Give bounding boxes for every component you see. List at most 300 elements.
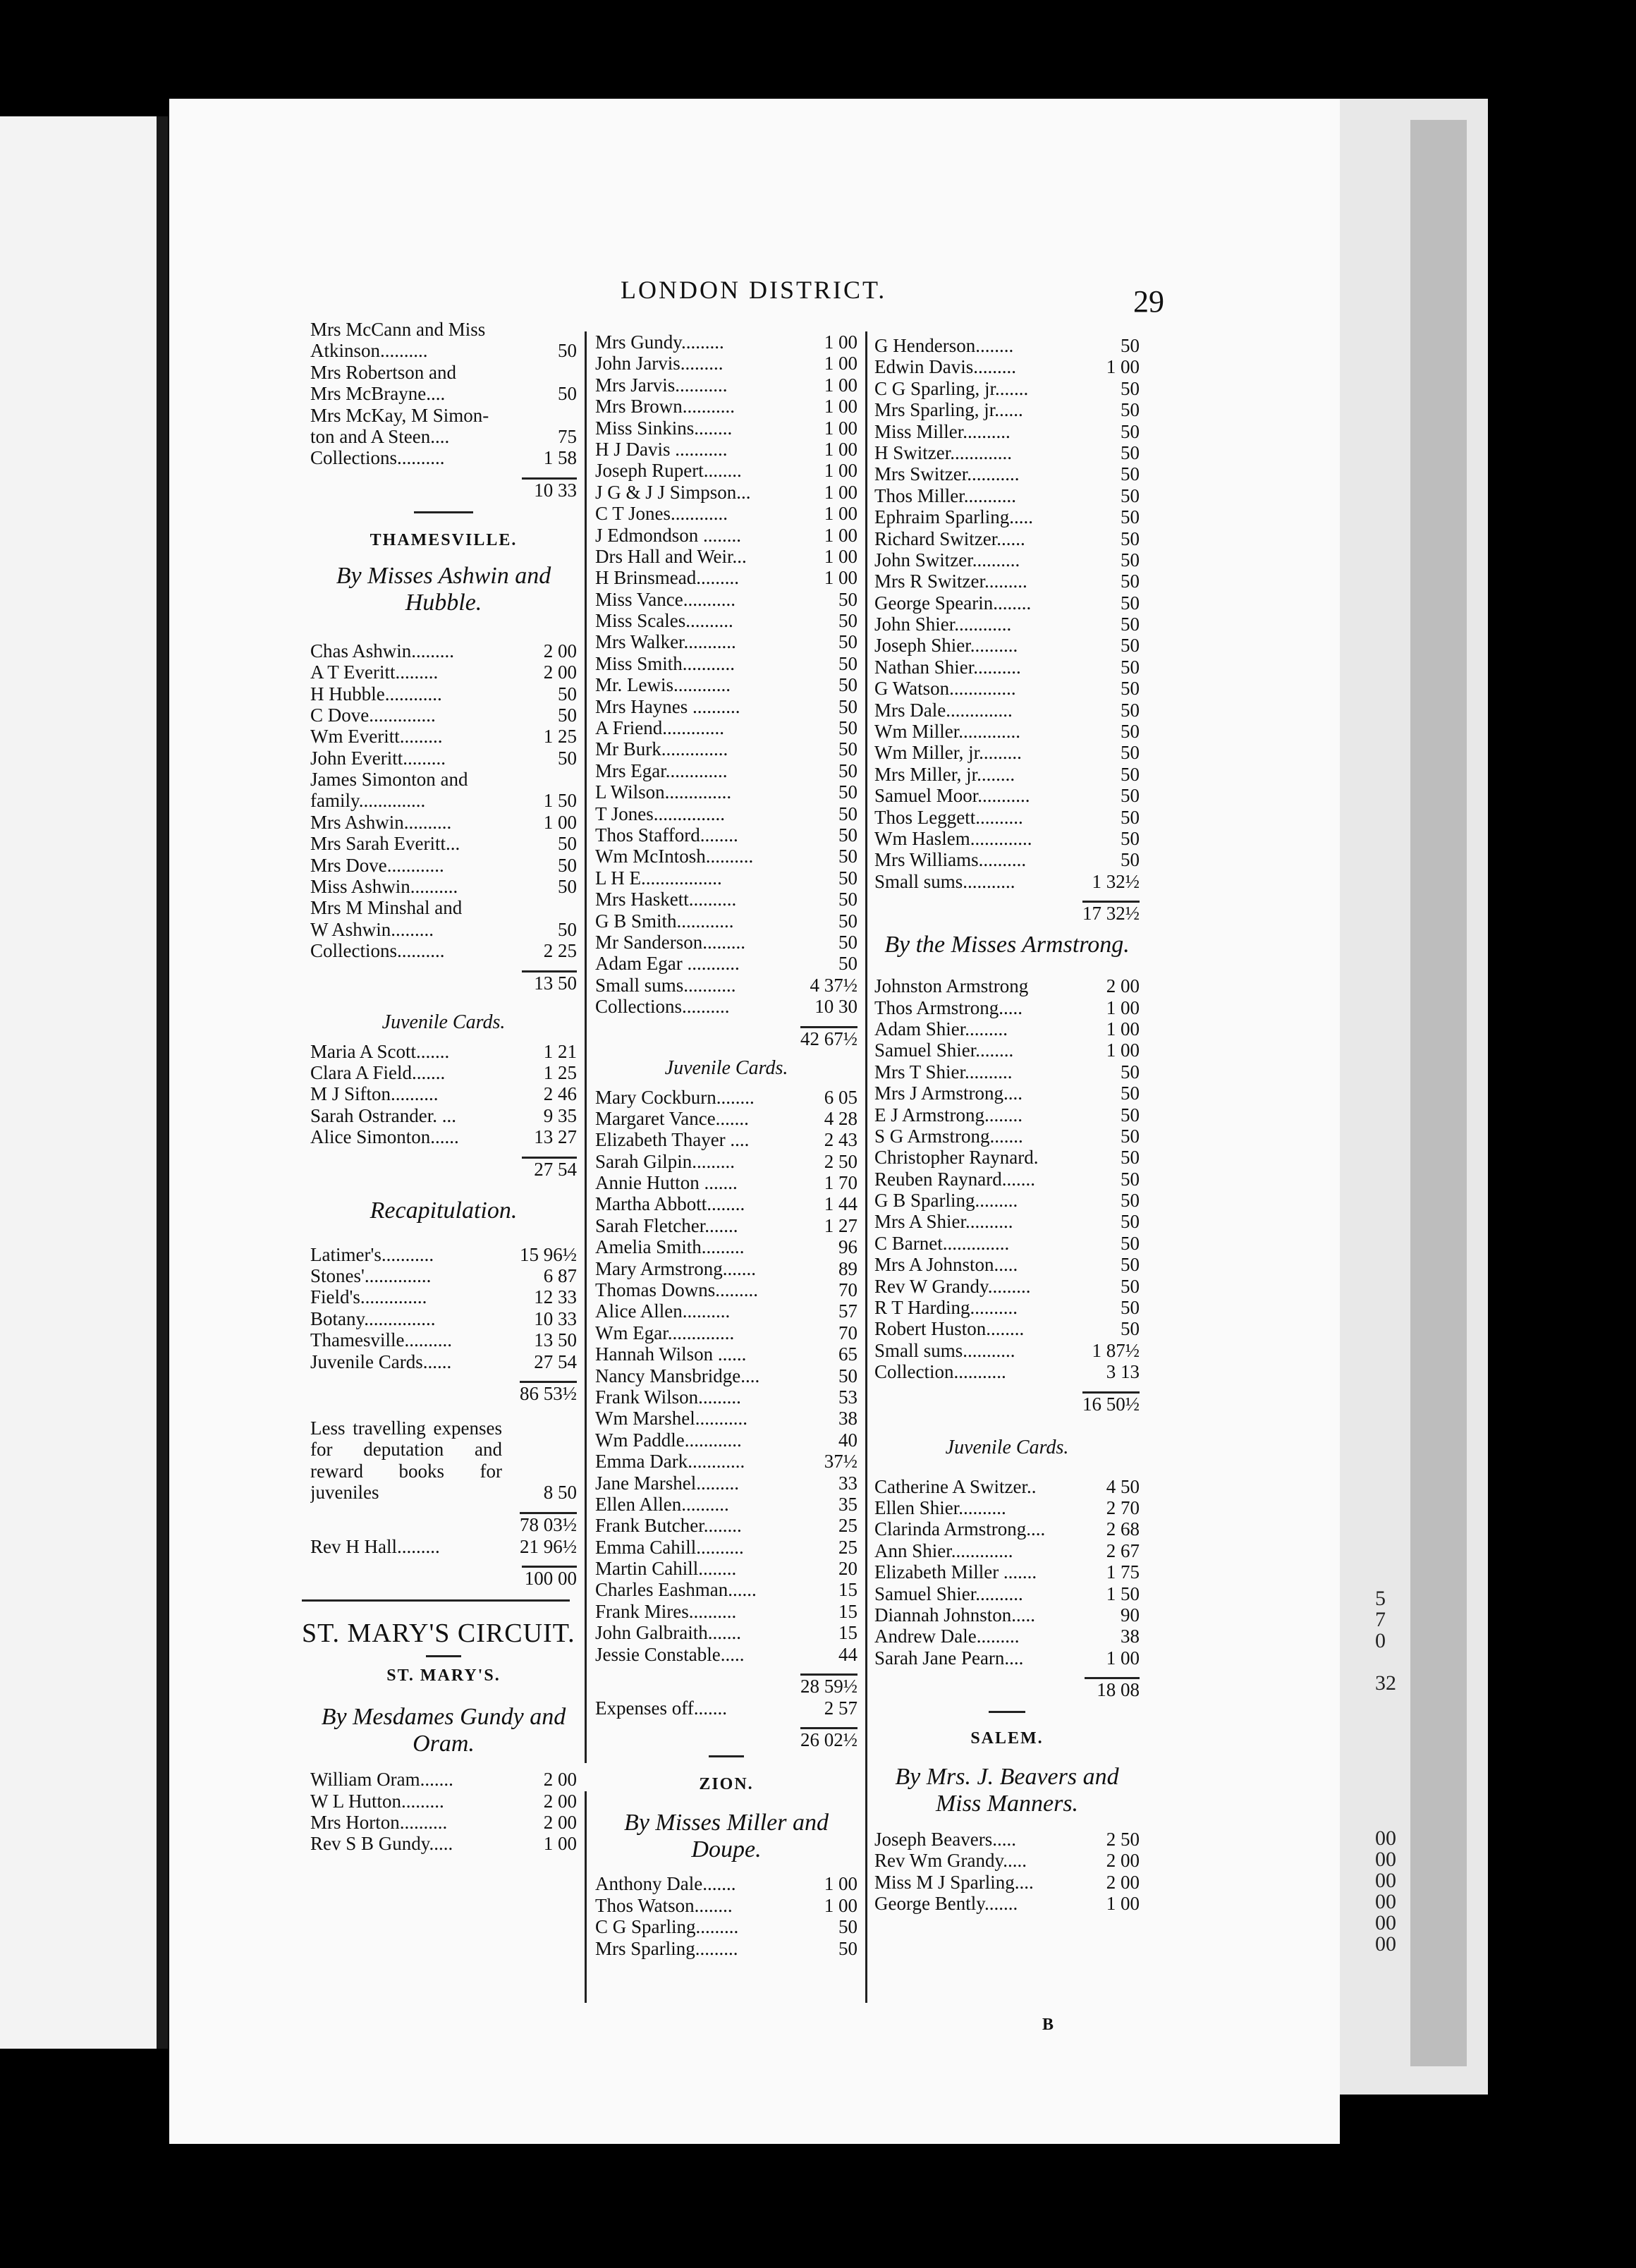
entry-amount: 1 87½ [1092, 1339, 1140, 1361]
entry-name: Maria A Scott....... [310, 1040, 450, 1062]
entry-row [874, 657, 1140, 678]
book-spine [157, 116, 168, 2049]
entry-name: T Jones............... [595, 803, 726, 824]
page-edges-shadow [1410, 120, 1467, 2066]
entry-name: M J Sifton.......... [310, 1083, 439, 1105]
entry-row [595, 1644, 857, 1665]
entry-row [310, 1286, 577, 1307]
entry-name: Joseph Beavers..... [874, 1829, 1016, 1851]
subtotal-amount: 18 08 [1085, 1677, 1140, 1700]
entry-amount: 50 [1121, 528, 1140, 549]
entry-amount: 50 [1121, 1318, 1140, 1340]
entry-row [874, 1340, 1140, 1361]
entry-amount: 2 00 [1106, 1850, 1140, 1872]
entry-name: Martin Cahill........ [595, 1558, 737, 1580]
entry-row [874, 1233, 1140, 1254]
entry-row [595, 1279, 857, 1300]
entry-amount: 1 00 [824, 396, 857, 417]
contributor-list [874, 335, 1140, 892]
entry-row [874, 700, 1140, 721]
entry-amount: 1 00 [1106, 1018, 1140, 1040]
entry-name: C Dove.............. [310, 704, 436, 726]
section-heading: THAMESVILLE. [370, 530, 518, 549]
entry-row [595, 1236, 857, 1257]
entry-row [874, 1497, 1140, 1518]
entry-name: Margaret Vance....... [595, 1107, 749, 1129]
entry-name: Richard Switzer...... [874, 528, 1025, 549]
entry-row [310, 1083, 577, 1104]
entry-row [310, 1812, 577, 1833]
entry-name: E J Armstrong........ [874, 1104, 1023, 1126]
entry-name: Annie Hutton ....... [595, 1172, 738, 1194]
entry-amount: 50 [838, 652, 857, 674]
entry-row [874, 1540, 1140, 1561]
juvenile-cards-heading: Juvenile Cards. [664, 1056, 788, 1079]
subtotal-amount: 86 53½ [520, 1381, 577, 1404]
entry-row [595, 417, 857, 439]
entry-row [595, 996, 857, 1017]
entry-name: G Watson.............. [874, 678, 1016, 700]
entry-amount: 1 00 [1106, 996, 1140, 1018]
entry-row [310, 748, 577, 769]
entry-row [595, 331, 857, 353]
entry-row [595, 1473, 857, 1494]
contributor-list [595, 331, 857, 1018]
entry-row [310, 319, 577, 340]
entry-row [874, 549, 1140, 571]
entry-name: Emma Dark............ [595, 1451, 745, 1473]
entry-row [310, 1041, 577, 1062]
thamesville-list [310, 640, 577, 962]
entry-row [595, 1258, 857, 1279]
entry-name: Mrs Walker........... [595, 631, 736, 653]
subtotal-amount: 28 59½ [800, 1673, 857, 1697]
entry-row [310, 833, 577, 854]
entry-name: Wm Miller, jr......... [874, 742, 1022, 764]
subtotal-row [310, 962, 577, 994]
entry-row [874, 997, 1140, 1018]
entry-amount: 50 [1121, 1232, 1140, 1254]
section-divider [426, 1655, 461, 1657]
entry-row [874, 678, 1140, 699]
entry-amount: 50 [1121, 785, 1140, 807]
entry-amount: 6 05 [824, 1086, 857, 1108]
entry-name: Miss Ashwin.......... [310, 876, 458, 898]
entry-amount: 50 [838, 931, 857, 953]
entry-amount: 50 [558, 918, 577, 940]
entry-row [874, 571, 1140, 592]
entry-amount: 2 43 [824, 1129, 857, 1151]
entry-amount: 1 00 [824, 353, 857, 374]
subtotal-amount: 10 33 [522, 477, 577, 501]
juvenile-list [595, 1087, 857, 1666]
entry-amount: 50 [838, 889, 857, 910]
section-divider [989, 1711, 1025, 1713]
entry-name: William Oram....... [310, 1769, 453, 1791]
entry-amount: 2 25 [543, 940, 577, 962]
entry-amount: 50 [1121, 1061, 1140, 1083]
entry-amount: 50 [838, 910, 857, 932]
entry-name: Mrs J Armstrong.... [874, 1083, 1023, 1104]
entry-name: Sarah Fletcher....... [595, 1214, 738, 1236]
entry-row [595, 1215, 857, 1236]
entry-amount: 50 [558, 383, 577, 405]
entry-row [595, 460, 857, 481]
entry-name: Rev H Hall......... [310, 1535, 440, 1557]
entry-amount: 20 [838, 1558, 857, 1580]
entry-amount: 40 [838, 1429, 857, 1451]
entry-name: Sarah Ostrander. ... [310, 1104, 456, 1126]
entry-row [595, 1938, 857, 1959]
collectors-line: By the Misses Armstrong. [884, 932, 1130, 958]
entry-row [595, 1579, 857, 1600]
entry-amount: 96 [838, 1236, 857, 1258]
entry-amount: 1 00 [824, 1894, 857, 1916]
entry-name: Johnston Armstrong [874, 975, 1029, 997]
entry-name: G B Smith............ [595, 910, 734, 932]
entry-amount: 13 50 [534, 1329, 577, 1351]
entry-amount: 50 [1121, 399, 1140, 421]
entry-name: Adam Shier......... [874, 1018, 1008, 1040]
entry-name: Wm Marshel........... [595, 1408, 747, 1429]
entry-row [595, 1408, 857, 1429]
entry-row [874, 1190, 1140, 1211]
entry-amount: 2 00 [543, 1812, 577, 1834]
entry-amount: 13 27 [534, 1126, 577, 1148]
entry-name: Small sums........... [874, 1339, 1015, 1361]
entry-amount: 1 21 [543, 1040, 577, 1062]
entry-row [874, 975, 1140, 996]
entry-row [595, 910, 857, 932]
recapitulation-heading: Recapitulation. [370, 1197, 518, 1224]
entry-name: John Jarvis......... [595, 353, 724, 374]
section-heading: ST. MARY'S. [386, 1666, 501, 1685]
signature-mark: B [1042, 2016, 1054, 2034]
entry-amount: 50 [838, 588, 857, 610]
edge-fragment: 32 [1375, 1671, 1396, 1695]
entry-name: Collections.......... [310, 447, 445, 469]
entry-amount: 38 [838, 1408, 857, 1429]
entry-row [874, 378, 1140, 399]
net-total-row [595, 1719, 857, 1751]
entry-row [874, 528, 1140, 549]
entry-amount: 90 [1121, 1604, 1140, 1626]
entry-name: Chas Ashwin......... [310, 640, 455, 662]
entry-name: Miss Miller.......... [874, 420, 1011, 442]
entry-row [595, 396, 857, 417]
section-heading: SALEM. [970, 1729, 1044, 1748]
entry-amount: 1 25 [543, 1061, 577, 1083]
entry-name: Ephraim Sparling..... [874, 506, 1033, 528]
entry-amount: 2 46 [543, 1083, 577, 1105]
entry-amount: 33 [838, 1472, 857, 1494]
entry-row [874, 463, 1140, 484]
entry-amount: 1 00 [543, 1833, 577, 1855]
entry-name: S G Armstrong....... [874, 1125, 1023, 1147]
salem-list [874, 1829, 1140, 1915]
entry-row [874, 1083, 1140, 1104]
entry-row [310, 790, 577, 811]
entry-amount: 50 [558, 747, 577, 769]
entry-name: Jessie Constable..... [595, 1643, 745, 1665]
entry-amount: 15 96½ [520, 1243, 577, 1265]
entry-row [310, 1329, 577, 1351]
edge-fragment: 00 [1375, 1890, 1396, 1913]
entry-name: Mrs Brown........... [595, 396, 735, 417]
entry-name: Mrs Sparling......... [595, 1937, 738, 1959]
entry-amount: 4 37½ [810, 974, 857, 996]
entry-name: Wm Egar.............. [595, 1322, 735, 1343]
entry-name: Mrs M Minshal and [310, 897, 463, 919]
entry-row [310, 640, 577, 662]
entry-amount: 1 70 [824, 1172, 857, 1194]
entry-name: C G Sparling......... [595, 1916, 739, 1938]
entry-name: G B Sparling......... [874, 1190, 1018, 1212]
grand-total-row [310, 1557, 577, 1590]
subtotal-row [310, 469, 577, 501]
section-divider [414, 511, 473, 513]
entry-name: Mrs Sarah Everitt... [310, 833, 460, 855]
entry-row [310, 812, 577, 833]
entry-row [874, 592, 1140, 614]
entry-name: Joseph Shier.......... [874, 635, 1018, 657]
entry-amount: 1 00 [824, 438, 857, 460]
entry-amount: 50 [838, 610, 857, 632]
entry-name: Mrs A Shier.......... [874, 1211, 1013, 1233]
entry-row [874, 485, 1140, 506]
entry-amount: 50 [1121, 656, 1140, 678]
entry-name: Nathan Shier.......... [874, 656, 1021, 678]
entry-name: Sarah Jane Pearn.... [874, 1647, 1024, 1669]
entry-row [595, 1343, 857, 1365]
entry-row [595, 610, 857, 631]
entry-amount: 50 [1121, 335, 1140, 356]
entry-name: Mrs Ashwin.......... [310, 811, 452, 833]
entry-name: Mr. Lewis............ [595, 674, 731, 696]
entry-name: Mrs Horton.......... [310, 1812, 448, 1834]
entry-name: Miss Scales.......... [595, 610, 733, 632]
entry-row [874, 421, 1140, 442]
entry-name: A Friend............. [595, 717, 725, 739]
entry-amount: 70 [838, 1322, 857, 1343]
entry-name: Samuel Shier........ [874, 1040, 1014, 1061]
entry-name: Miss Vance........... [595, 588, 735, 610]
entry-name: James Simonton and [310, 769, 468, 791]
entry-name: Martha Abbott........ [595, 1193, 745, 1215]
entry-amount: 50 [838, 1937, 857, 1959]
entry-amount: 1 00 [824, 374, 857, 396]
entry-amount: 15 [838, 1579, 857, 1601]
entry-amount: 37½ [824, 1451, 857, 1473]
subtotal-amount: 27 54 [522, 1157, 577, 1180]
entry-row [310, 683, 577, 705]
entry-row [874, 785, 1140, 806]
entry-name: Mrs Haskett.......... [595, 889, 737, 910]
entry-amount: 50 [1121, 1125, 1140, 1147]
entry-amount: 6 87 [543, 1264, 577, 1286]
entry-name: Rev Wm Grandy..... [874, 1850, 1027, 1872]
entry-name: H Hubble............ [310, 683, 442, 705]
entry-name: Mary Armstrong....... [595, 1257, 756, 1279]
entry-name: Alice Allen.......... [595, 1300, 731, 1322]
entry-amount: 1 00 [543, 811, 577, 833]
entry-name: J Edmondson ........ [595, 524, 742, 546]
subtotal-amount: 42 67½ [800, 1026, 857, 1049]
entry-name: Mrs Robertson and [310, 361, 456, 383]
entry-amount: 50 [1121, 1083, 1140, 1104]
entry-amount: 50 [838, 824, 857, 846]
entry-row [874, 849, 1140, 870]
entry-amount: 2 00 [1106, 975, 1140, 997]
entry-row [310, 426, 577, 447]
juvenile-cards-heading: Juvenile Cards. [381, 1011, 506, 1033]
entry-amount: 50 [558, 340, 577, 362]
entry-row [874, 828, 1140, 849]
entry-row [310, 1308, 577, 1329]
subtotal-row [310, 1504, 577, 1536]
entry-amount: 50 [838, 1365, 857, 1386]
entry-amount: 50 [1121, 1147, 1140, 1169]
entry-amount: 35 [838, 1493, 857, 1515]
entry-amount: 1 27 [824, 1214, 857, 1236]
entry-amount: 1 00 [824, 503, 857, 525]
entry-row [595, 1129, 857, 1150]
entry-amount: 50 [1121, 827, 1140, 849]
entry-name: George Spearin........ [874, 592, 1032, 614]
entry-row [874, 356, 1140, 377]
entry-name: Botany............... [310, 1307, 436, 1329]
section-divider [302, 1599, 570, 1602]
entry-name: Field's.............. [310, 1286, 427, 1308]
entry-row [595, 889, 857, 910]
entry-row [874, 1476, 1140, 1497]
entry-name: Mrs Haynes .......... [595, 695, 740, 717]
entry-row [595, 589, 857, 610]
entry-name: Anthony Dale....... [595, 1873, 736, 1895]
entry-name: Collections.......... [310, 940, 445, 962]
less-expenses-label: Less travelling expenses for deputation and reward books for juveniles [310, 1417, 502, 1504]
entry-row [595, 567, 857, 588]
juvenile-list [874, 1476, 1140, 1669]
entry-amount: 50 [1121, 1168, 1140, 1190]
entry-row [595, 1172, 857, 1193]
entry-row [310, 1351, 577, 1372]
entry-name: Adam Egar ........... [595, 953, 740, 975]
entry-name: Thos Leggett.......... [874, 806, 1023, 828]
entry-row [874, 1169, 1140, 1190]
opening-list [310, 319, 577, 469]
entry-row [310, 1265, 577, 1286]
entry-amount: 38 [1121, 1626, 1140, 1647]
entry-amount: 57 [838, 1300, 857, 1322]
entry-row [874, 742, 1140, 763]
entry-row [595, 1558, 857, 1579]
entry-row [874, 721, 1140, 742]
entry-amount: 50 [1121, 1275, 1140, 1297]
entry-name: Mr Burk.............. [595, 738, 728, 760]
entry-amount: 50 [838, 1916, 857, 1938]
entry-row [874, 1061, 1140, 1083]
entry-amount: 1 00 [1106, 1893, 1140, 1915]
entry-row [874, 1583, 1140, 1604]
entry-name: Small sums........... [874, 870, 1015, 892]
entry-name: Mrs Gundy......... [595, 331, 724, 353]
entry-amount: 15 [838, 1600, 857, 1622]
entry-row [595, 1108, 857, 1129]
entry-name: Christopher Raynard. [874, 1147, 1039, 1169]
entry-amount: 1 00 [1106, 1040, 1140, 1061]
less-expenses-amount: 8 50 [543, 1481, 577, 1503]
entry-name: Alice Simonton...... [310, 1126, 459, 1148]
entry-amount: 2 00 [1106, 1871, 1140, 1893]
entry-name: Drs Hall and Weir... [595, 545, 747, 567]
entry-row [595, 1537, 857, 1558]
entry-row [310, 1244, 577, 1265]
entry-name: Thos Stafford........ [595, 824, 738, 846]
entry-row [595, 482, 857, 503]
entry-name: C G Sparling, jr....... [874, 377, 1029, 399]
entry-amount: 89 [838, 1257, 857, 1279]
entry-name: Frank Wilson......... [595, 1386, 741, 1408]
left-page-edge [0, 116, 157, 2049]
entry-row [595, 674, 857, 695]
entry-name: H J Davis ........... [595, 438, 728, 460]
entry-name: W L Hutton......... [310, 1790, 444, 1812]
entry-row [595, 1494, 857, 1515]
entry-name: C Barnet.............. [874, 1232, 1010, 1254]
entry-row [310, 340, 577, 361]
entry-amount: 53 [838, 1386, 857, 1408]
entry-row [310, 919, 577, 940]
entry-row [874, 871, 1140, 892]
entry-name: Mrs Sparling, jr...... [874, 399, 1023, 421]
entry-name: Charles Eashman...... [595, 1579, 757, 1601]
column-2 [595, 331, 857, 1959]
entry-amount: 50 [1121, 1190, 1140, 1212]
entry-name: John Galbraith....... [595, 1622, 741, 1644]
entry-row [310, 1769, 577, 1790]
entry-row [595, 1087, 857, 1108]
entry-row [310, 362, 577, 383]
entry-row [874, 1647, 1140, 1669]
entry-amount: 50 [1121, 849, 1140, 871]
entry-amount: 50 [838, 760, 857, 781]
entry-row [595, 653, 857, 674]
entry-row [310, 1105, 577, 1126]
less-expenses-row [310, 1418, 577, 1504]
entry-row [310, 855, 577, 876]
entry-row [595, 1300, 857, 1322]
entry-name: Reuben Raynard....... [874, 1168, 1035, 1190]
entry-row [595, 1515, 857, 1536]
edge-fragment: 00 [1375, 1848, 1396, 1871]
entry-amount: 1 00 [824, 524, 857, 546]
entry-row [310, 705, 577, 726]
entry-name: ton and A Steen.... [310, 425, 450, 447]
subtotal-row [310, 1372, 577, 1405]
armstrong-list [874, 975, 1140, 1382]
entry-amount: 27 54 [534, 1351, 577, 1372]
entry-name: H Brinsmead......... [595, 567, 739, 589]
entry-row [874, 1297, 1140, 1318]
juvenile-cards-heading: Juvenile Cards. [945, 1436, 1069, 1458]
entry-name: Small sums........... [595, 974, 736, 996]
entry-name: Edwin Davis......... [874, 356, 1016, 378]
entry-name: Samuel Shier.......... [874, 1583, 1023, 1604]
juvenile-list [310, 1041, 577, 1148]
entry-name: George Bently....... [874, 1893, 1018, 1915]
entry-amount: 50 [1121, 806, 1140, 828]
